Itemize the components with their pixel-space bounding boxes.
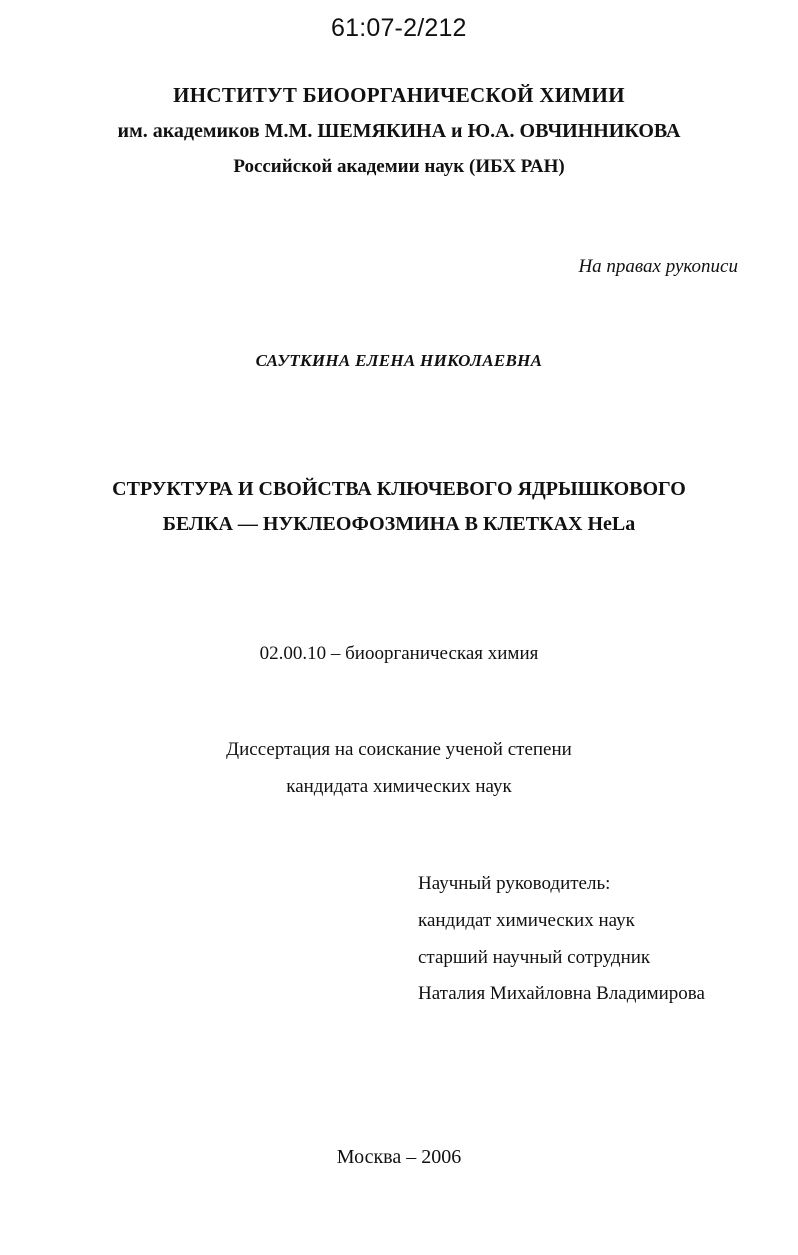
author-name: САУТКИНА ЕЛЕНА НИКОЛАЕВНА: [255, 351, 543, 370]
dissertation-line-1: Диссертация на соискание ученой степени: [226, 739, 572, 760]
place-and-year: Москва – 2006: [336, 1146, 462, 1168]
institute-name-line-2: им. академиков М.М. ШЕМЯКИНА и Ю.А. ОВЧИННИКОВА: [117, 120, 681, 142]
institute-name-line-3: Российской академии наук (ИБХ РАН): [233, 156, 565, 177]
catalog-number: 61:07-2/212: [331, 14, 467, 42]
supervisor-position: старший научный сотрудник: [418, 947, 651, 968]
supervisor-label: Научный руководитель:: [418, 873, 611, 894]
specialty-code: 02.00.10 – биоорганическая химия: [259, 643, 539, 664]
thesis-title-line-2: БЕЛКА — НУКЛЕОФОЗМИНА В КЛЕТКАХ HeLa: [162, 513, 636, 535]
manuscript-note: На правах рукописи: [578, 256, 738, 277]
supervisor-degree: кандидат химических наук: [418, 910, 635, 931]
institute-name-line-1: ИНСТИТУТ БИООРГАНИЧЕСКОЙ ХИМИИ: [173, 83, 625, 107]
thesis-title-line-1: СТРУКТУРА И СВОЙСТВА КЛЮЧЕВОГО ЯДРЫШКОВОГО: [112, 478, 686, 500]
supervisor-name: Наталия Михайловна Владимирова: [418, 983, 705, 1004]
dissertation-line-2: кандидата химических наук: [286, 776, 512, 797]
